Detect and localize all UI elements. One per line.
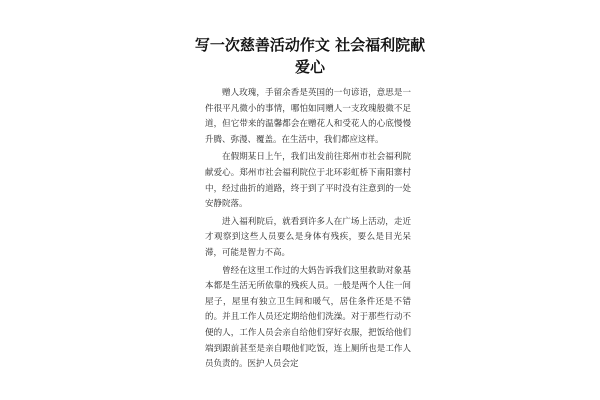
- paragraph: 赠人玫瑰，手留余香是英国的一句谚语，意思是一件很平凡微小的事情，哪怕如同赠人一支玫瑰般微不足道，但它带来的温馨都会在赠花人和受花人的心底慢慢升腾、弥漫、覆盖。在生活中，我们都应这样。: [205, 88, 411, 145]
- paragraph: 进入福利院后，就看到许多人在广场上活动，走近才观察到这些人员要么是身体有残疾，要么是目光呆滞，可能是智力不高。: [205, 216, 411, 258]
- document-body: [205, 86, 411, 375]
- paragraph: 曾经在这里工作过的大妈告诉我们这里救助对象基本都是生活无所依靠的残疾人员。一般是两个人住一间屋子，屋里有独立卫生间和暖气，居住条件还是不错的。并且工作人员还定期给他们洗澡。对于那些行动不便的人，工作人员会亲自给他们穿好衣服，把饭给他们端到跟前甚至是亲自喂他们吃饭，连上厕所也是工作人员负责的。医护人员会定: [205, 265, 411, 370]
- paragraph: 在假期某日上午，我们出发前往郑州市社会福利院献爱心。郑州市社会福利院位于北环彩虹桥下南阳寨村中，经过曲折的道路，终于到了平时没有注意到的一处安静院落。: [205, 152, 411, 210]
- document-title: 写一次慈善活动作文 社会福利院献爱心: [194, 36, 426, 76]
